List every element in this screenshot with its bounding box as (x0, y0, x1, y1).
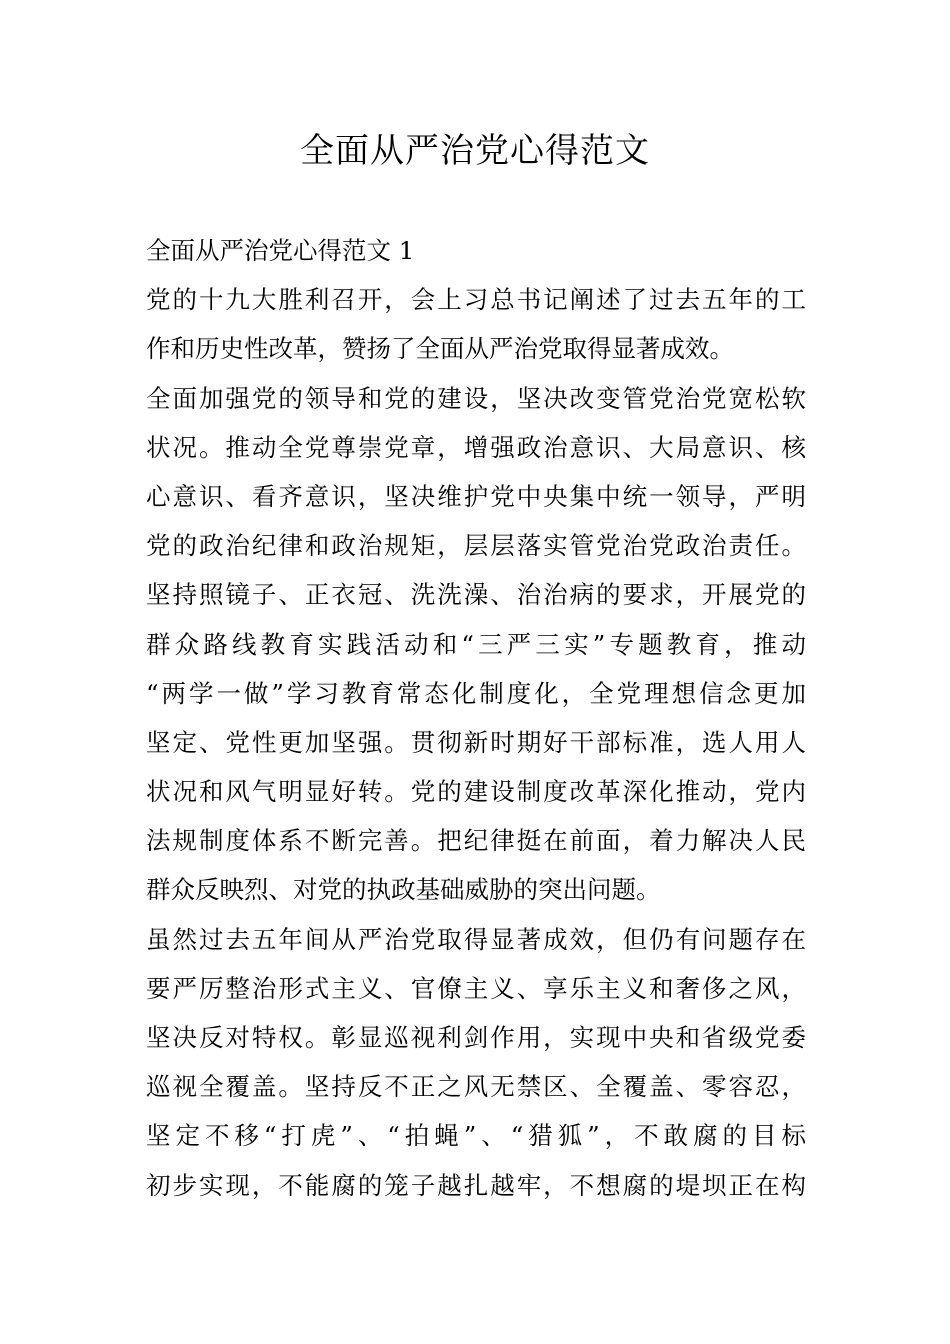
text-line: 作和历史性改革，赞扬了全面从严治党取得显著成效。 (146, 334, 734, 364)
text-line: 法规制度体系不断完善。把纪律挺在前面，着力解决人民 (146, 826, 806, 856)
text-line: 坚定、党性更加坚强。贯彻新时期好干部标准，选人用人 (146, 727, 806, 757)
text-line: 状况和风气明显好转。党的建设制度改革深化推动，党内 (146, 777, 806, 807)
text-line: 坚定不移“打虎”、“拍蝇”、“猎狐”，不敢腐的目标 (146, 1121, 806, 1151)
text-line: 全面加强党的领导和党的建设，坚决改变管党治党宽松软 (146, 383, 806, 413)
text-line: 党的政治纪律和政治规矩，层层落实管党治党政治责任。 (146, 531, 806, 561)
text-line: 党的十九大胜利召开，会上习总书记阐述了过去五年的工 (146, 285, 806, 315)
text-line: 初步实现，不能腐的笼子越扎越牢，不想腐的堤坝正在构 (146, 1170, 806, 1200)
text-line: 全面从严治党心得范文 1 (146, 236, 415, 265)
text-line: 要严厉整治形式主义、官僚主义、享乐主义和奢侈之风， (146, 973, 806, 1003)
text-line: 坚决反对特权。彰显巡视利剑作用，实现中央和省级党委 (146, 1023, 806, 1052)
text-line: 群众反映烈、对党的执政基础威胁的突出问题。 (146, 875, 661, 905)
text-line: 坚持照镜子、正衣冠、洗洗澡、治治病的要求，开展党的 (146, 580, 806, 610)
document-title: 全面从严治党心得范文 (300, 131, 650, 171)
text-line: 虽然过去五年间从严治党取得显著成效，但仍有问题存在 (146, 924, 806, 954)
document-body (146, 226, 806, 1210)
text-line: “两学一做”学习教育常态化制度化，全党理想信念更加 (146, 678, 806, 708)
text-line: 群众路线教育实践活动和“三严三实”专题教育，推动 (146, 629, 806, 659)
text-line: 状况。推动全党尊崇党章，增强政治意识、大局意识、核 (146, 432, 806, 462)
text-line: 巡视全覆盖。坚持反不正之风无禁区、全覆盖、零容忍， (146, 1072, 806, 1102)
text-line: 心意识、看齐意识，坚决维护党中央集中统一领导，严明 (146, 481, 806, 511)
